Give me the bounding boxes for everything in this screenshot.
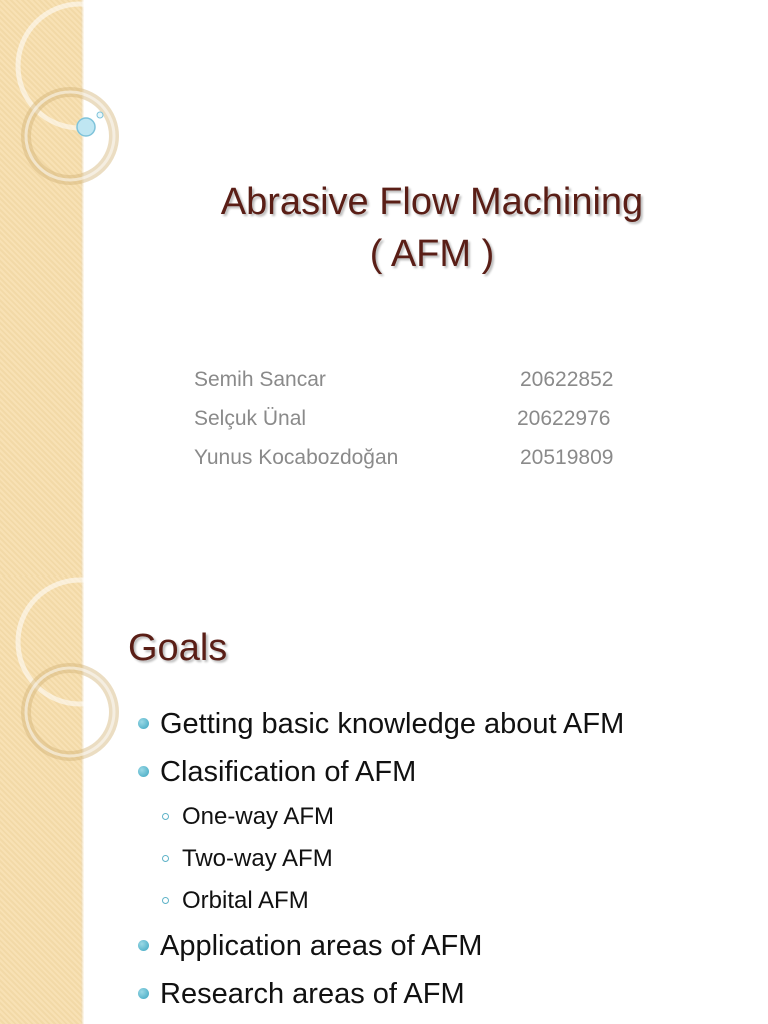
title-line-2: ( AFM ) xyxy=(369,233,495,275)
decorative-rings xyxy=(0,0,130,200)
bullet-dot-icon xyxy=(138,940,149,951)
author-id: 20622976 xyxy=(517,407,611,430)
list-item-text: Orbital AFM xyxy=(182,887,309,914)
bullet-ring-icon xyxy=(162,855,169,862)
author-list xyxy=(194,360,654,477)
slide-title xyxy=(100,176,764,280)
author-name: Selçuk Ünal xyxy=(194,407,307,430)
bullet-dot-icon xyxy=(138,766,149,777)
list-item-text: Clasification of AFM xyxy=(160,756,417,788)
list-item-text: Two-way AFM xyxy=(182,845,333,872)
list-item-text: Research areas of AFM xyxy=(160,978,465,1010)
bullet-ring-icon xyxy=(162,813,169,820)
list-item-text: Application areas of AFM xyxy=(160,930,483,962)
list-item xyxy=(130,922,750,970)
list-item xyxy=(130,748,750,796)
author-name: Yunus Kocabozdoğan xyxy=(194,446,399,469)
list-item-text: Getting basic knowledge about AFM xyxy=(160,708,625,740)
list-item xyxy=(130,700,750,748)
list-subitem xyxy=(130,838,750,880)
list-subitem xyxy=(130,796,750,838)
list-item xyxy=(130,970,750,1018)
author-id: 20622852 xyxy=(520,368,614,391)
author-row xyxy=(194,360,654,399)
author-row xyxy=(194,399,654,438)
author-id: 20519809 xyxy=(520,446,614,469)
author-name: Semih Sancar xyxy=(194,368,326,391)
title-line-1: Abrasive Flow Machining xyxy=(220,181,644,223)
list-item-text: One-way AFM xyxy=(182,803,335,830)
bubble-icon xyxy=(77,118,95,136)
decorative-rings xyxy=(0,576,120,776)
goals-slide xyxy=(0,576,768,1024)
bullet-list xyxy=(130,700,750,1018)
bullet-ring-icon xyxy=(162,897,169,904)
bullet-dot-icon xyxy=(138,988,149,999)
bullet-dot-icon xyxy=(138,718,149,729)
author-row xyxy=(194,438,654,477)
bubble-small-icon xyxy=(97,112,103,118)
list-subitem xyxy=(130,880,750,922)
slide-title: Goals xyxy=(128,627,228,669)
